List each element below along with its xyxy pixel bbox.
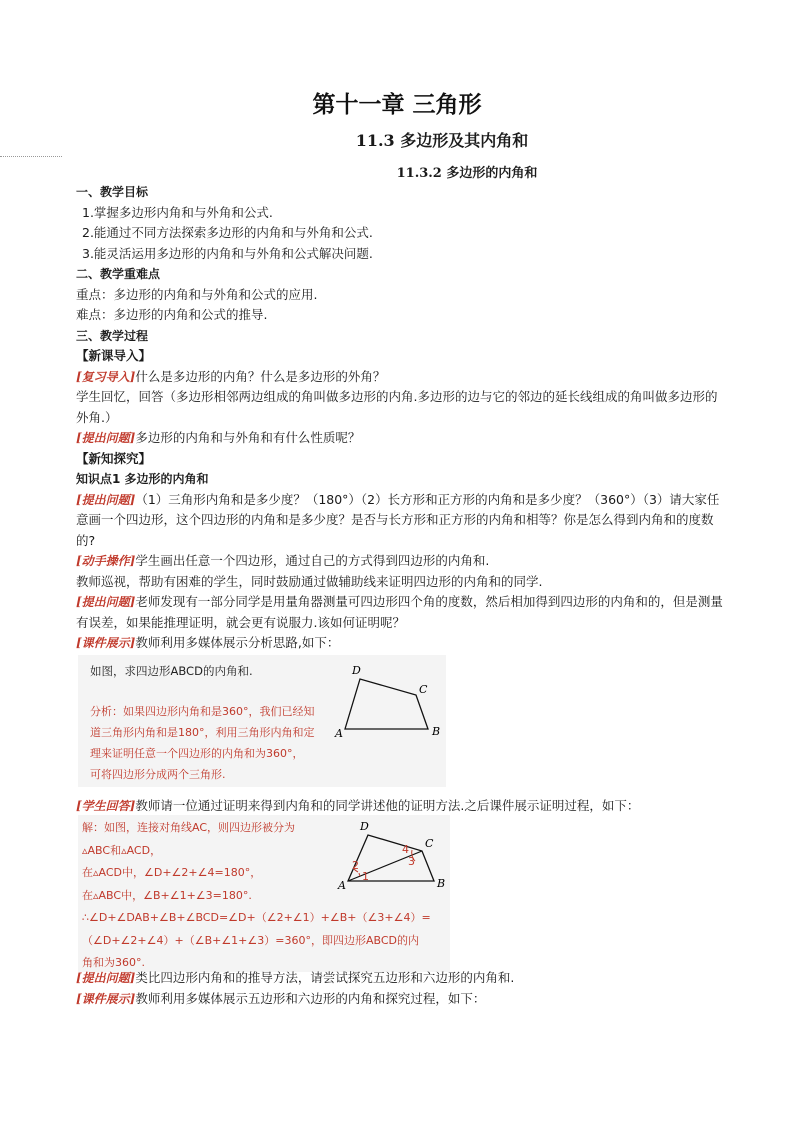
subsection-title (0, 162, 794, 181)
vertex-label-a: A (335, 727, 343, 740)
chapter-title (0, 86, 794, 119)
question3-line (76, 592, 724, 633)
key-point: 重点：多边形的内角和与外角和公式的应用. (76, 286, 318, 302)
proof-line: 在▵ABC中，∠B+∠1+∠3=180°. (82, 888, 252, 902)
proof-figure (78, 815, 450, 972)
vertex-label-d: D (352, 664, 361, 677)
question1-line (76, 428, 726, 449)
courseware2-line (76, 989, 514, 1010)
student-text: 教师请一位通过证明来得到内角和的同学讲述他的证明方法.之后课件展示证明过程，如下： (135, 798, 640, 813)
subsection-title-text: 11.3.2 多边形的内角和 (396, 166, 538, 181)
courseware-tag: [课件展示] (76, 991, 136, 1006)
analysis-line: 可将四边形分成两个三角形. (90, 768, 226, 781)
review-answer: 学生回忆，回答（多边形相邻两边组成的角叫做多边形的内角.多边形的边与它的邻边的延长线组成的角叫做多边形的外角.） (76, 389, 718, 425)
angle-label-3: 3 (408, 855, 415, 868)
proof-line: 角和为360°. (82, 956, 145, 969)
vertex-label-c: C (425, 837, 434, 850)
section-title-text: 11.3 多边形及其内角和 (355, 131, 529, 150)
chapter-title-text: 第十一章 三角形 (312, 92, 482, 118)
knowledge-point: 知识点1 多边形的内角和 (76, 472, 209, 486)
analysis-line: 分析：如果四边形内角和是360°，我们已经知 (90, 705, 315, 718)
question-tag: [提出问题] (76, 492, 136, 507)
goal-item: 2.能通过不同方法探索多边形的内角和与外角和公式. (82, 225, 373, 240)
figure-question: 如图，求四边形ABCD的内角和. (90, 664, 253, 678)
teacher-text: 教师巡视，帮助有困难的学生，同时鼓励通过做辅助线来证明四边形的内角和的同学. (76, 573, 543, 589)
explore-heading: 【新知探究】 (76, 450, 152, 466)
process-heading: 三、教学过程 (76, 328, 149, 343)
courseware2-text: 教师利用多媒体展示五边形和六边形的内角和探究过程，如下： (135, 990, 486, 1006)
quadrilateral-proof-diagram (336, 817, 448, 897)
question4-line (76, 968, 514, 989)
vertex-label-d: D (360, 820, 369, 833)
vertex-label-b: B (432, 725, 441, 738)
angle-label-1: 1 (362, 870, 369, 883)
difficult-point: 难点：多边形的内角和公式的推导. (76, 307, 268, 322)
vertex-label-c: C (419, 683, 428, 696)
goal-item: 3.能灵活运用多边形的内角和与外角和公式解决问题. (82, 245, 373, 261)
figure-analysis (90, 701, 340, 785)
goals-heading: 一、教学目标 (76, 185, 149, 199)
question4-text: 类比四边形内角和的推导方法，请尝试探究五边形和六边形的内角和. (135, 970, 515, 985)
quadrilateral-diagram (334, 661, 444, 745)
margin-dotted-line (0, 156, 62, 157)
question-tag: [提出问题] (76, 595, 136, 609)
proof-line: ▵ABC和▵ACD， (82, 843, 162, 857)
intro-heading: 【新课导入】 (76, 348, 152, 363)
section-title (0, 128, 794, 151)
angle-label-4: 4 (402, 843, 409, 856)
goal-item: 1.掌握多边形内角和与外角和公式. (82, 204, 273, 220)
review-text: 什么是多边形的内角？什么是多边形的外角？ (135, 368, 386, 384)
question2-line (76, 490, 724, 552)
angle-arc-1 (359, 873, 360, 876)
review-tag: [复习导入] (76, 369, 136, 384)
quadrilateral-abcd (345, 679, 428, 729)
vertex-label-a: A (338, 879, 346, 892)
proof-line: ∴∠D+∠DAB+∠B+∠BCD=∠D+（∠2+∠1）+∠B+（∠3+∠4）= (82, 911, 431, 924)
action-text: 学生画出任意一个四边形，通过自己的方式得到四边形的内角和. (135, 553, 490, 568)
action-tag: [动手操作] (76, 554, 136, 568)
quadrilateral-abcd (348, 835, 434, 881)
analysis-figure (78, 655, 446, 787)
analysis-line: 道三角形内角和是180°，利用三角形内角和定 (90, 726, 315, 739)
courseware1-text: 教师利用多媒体展示分析思路,如下： (135, 635, 340, 650)
review-line (76, 367, 726, 388)
action-line (76, 551, 726, 572)
courseware-tag: [课件展示] (76, 636, 136, 650)
vertex-label-b: B (437, 877, 446, 890)
document-body (76, 182, 726, 654)
keypoints-heading: 二、教学重难点 (76, 267, 161, 281)
analysis-line: 理来证明任意一个四边形的内角和为360°， (90, 747, 304, 760)
proof-line: 解：如图，连接对角线AC，则四边形被分为 (82, 821, 296, 834)
proof-line: 在▵ACD中，∠D+∠2+∠4=180°， (82, 866, 262, 879)
student-answer-line (76, 796, 639, 814)
courseware1-line (76, 633, 726, 654)
question-tag: [提出问题] (76, 971, 136, 985)
question3-text: 老师发现有一部分同学是用量角器测量可四边形四个角的度数，然后相加得到四边形的内角和的，但是测量有误差，如果能推理证明，就会更有说服力.该如何证明呢？ (76, 594, 723, 630)
angle-label-2: 2 (352, 859, 359, 872)
question-tag: [提出问题] (76, 431, 136, 445)
closing-section (76, 968, 514, 1009)
question1-text: 多边形的内角和与外角和有什么性质呢？ (135, 430, 361, 445)
student-tag: [学生回答] (76, 799, 136, 813)
question2-text: （1）三角形内角和是多少度？（180°）（2）长方形和正方形的内角和是多少度？（360°）（3）请大家任意画一个四边形，这个四边形的内角和是多少度？是否与长方形和正方形的内角和相等？你是怎么得到内角和的度数的? (76, 491, 720, 548)
proof-line: （∠D+∠2+∠4）+（∠B+∠1+∠3）=360°，即四边形ABCD的内 (82, 933, 420, 947)
